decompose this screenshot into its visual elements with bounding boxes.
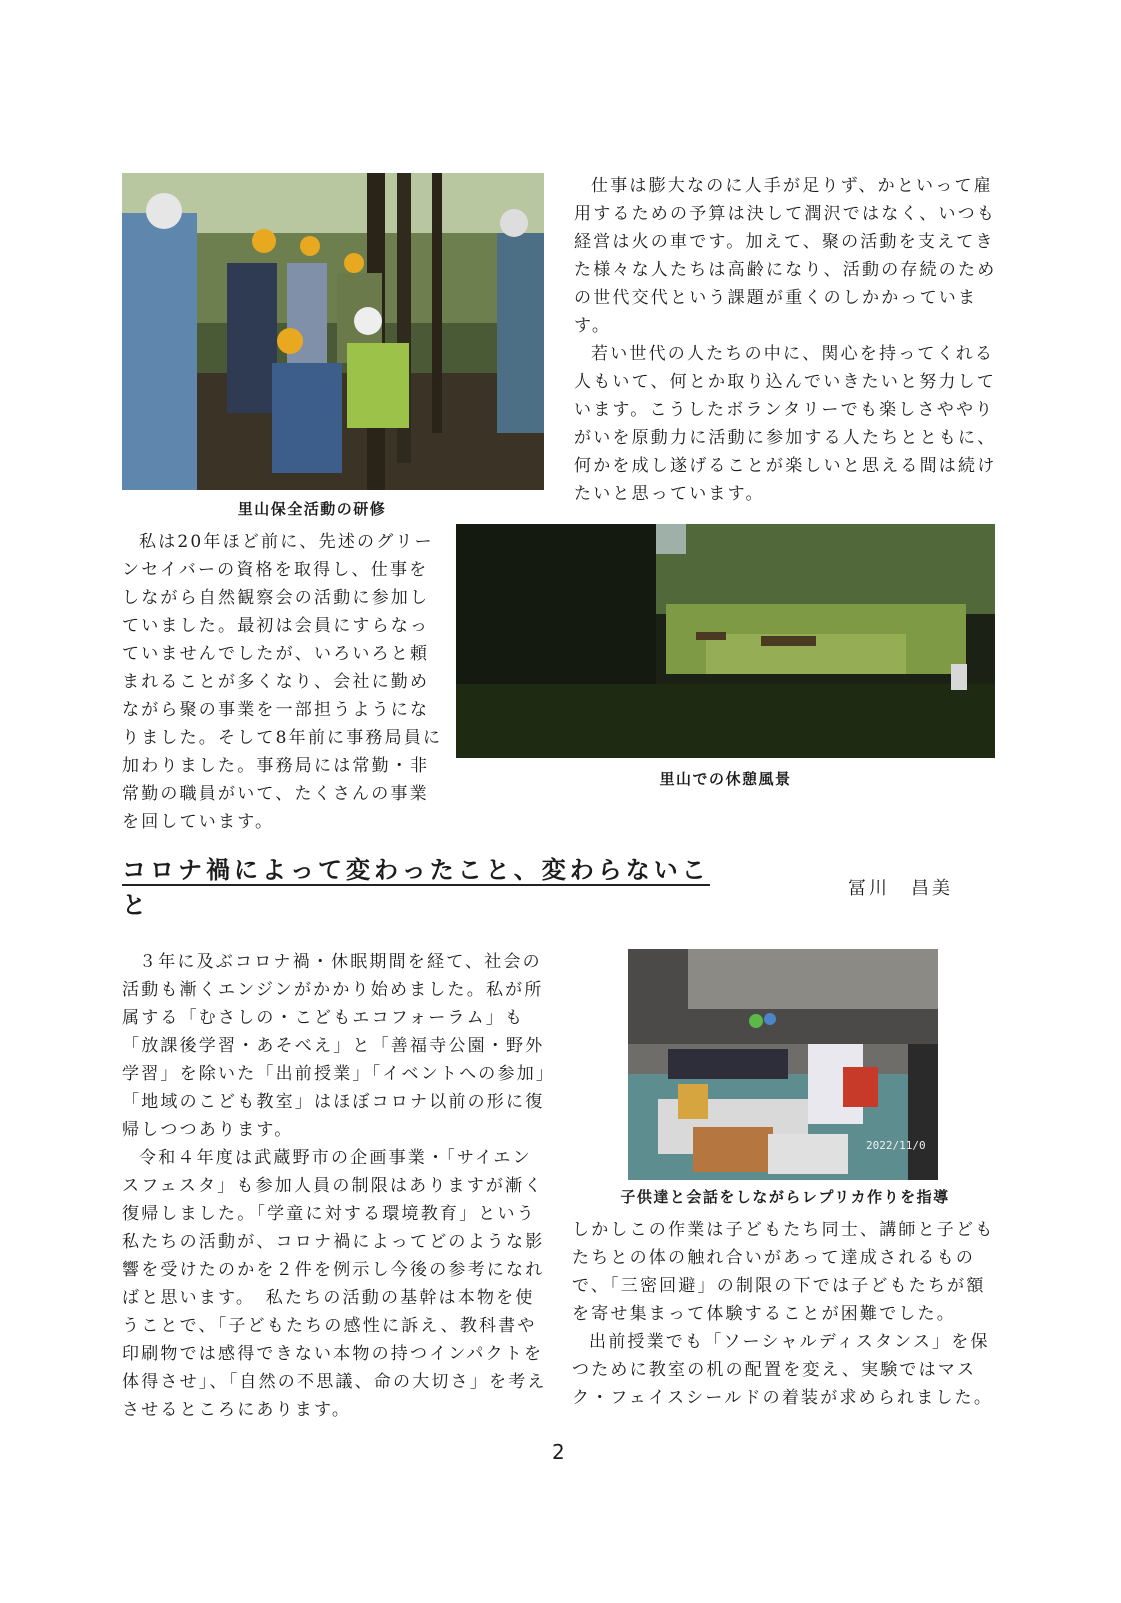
paragraph: 若い世代の人たちの中に、関心を持ってくれる人もいて、何とか取り込んでいきたいと努力しています。こうしたボランタリーでも楽しさややりがいを原動力に活動に参加する人たちとともに、何かを成し遂げることが楽しいと思える間は続けたいと思っています。 <box>574 344 997 504</box>
paragraph: しかしこの作業は子どもたち同士、講師と子どもたちとの体の触れ合いがあって達成されるもので、「三密回避」の制限の下では子どもたちが額を寄せ集まって体験することが困難でした。 <box>572 1220 995 1324</box>
section-title: コロナ禍によって変わったこと、変わらないこと <box>122 856 710 919</box>
paragraph: 出前授業でも「ソーシャルディスタンス」を保つために教室の机の配置を変え、実験ではマスク・フェイスシールドの着装が求められました。 <box>572 1332 994 1408</box>
bottom-left-text <box>122 948 550 1424</box>
top-right-text <box>574 172 1002 508</box>
photo-caption: 子供達と会話をしながらレプリカ作りを指導 <box>620 1188 950 1206</box>
paragraph: ３年に及ぶコロナ禍・休眠期間を経て、社会の活動も漸くエンジンがかかり始めました。私が所属する「むさしの・こどもエコフォーラム」も「放課後学習・あそべえ」と「善福寺公園・野外学習」を除いた「出前授業」「イベントへの参加」「地域のこども教室」はほぼコロナ以前の形に復帰しつつあります。 <box>122 952 547 1140</box>
photo-satoyama-training <box>122 173 544 490</box>
section-title-rule <box>122 884 710 886</box>
author-name: 冨川 昌美 <box>848 878 953 899</box>
photo-satoyama-rest <box>456 524 995 758</box>
paragraph: 仕事は膨大なのに人手が足りず、かといって雇用するための予算は決して潤沢ではなく、いつも経営は火の車です。加えて、聚の活動を支えてきた様々な人たちは高齢になり、活動の存続のための世代交代という課題が重くのしかかっています。 <box>574 176 997 336</box>
bottom-right-text <box>572 1216 1002 1412</box>
paragraph: 令和４年度は武蔵野市の企画事業・「サイエンスフェスタ」も参加人員の制限はありますが漸く復帰しました。「学童に対する環境教育」という私たちの活動が、コロナ禍によってどのような影響を受けたのかを２件を例示し今後の参考になればと思います。 私たちの活動の基幹は本物を使うことで、「子どもたちの感性に訴え、教科書や印刷物では感得できない本物の持つインパクトを体得させ」、「自然の不思議、命の大切さ」を考えさせるところにあります。 <box>122 1148 547 1420</box>
paragraph: 私は20年ほど前に、先述のグリーンセイバーの資格を取得し、仕事をしながら自然観察会の活動に参加していました。最初は会員にすらなっていませんでしたが、いろいろと頼まれることが多くなり、会社に勤めながら聚の事業を一部担うようになりました。そして8年前に事務局員に加わりました。事務局には常勤・非常勤の職員がいて、たくさんの事業を回しています。 <box>122 532 443 832</box>
photo-date-stamp: 2022/11/0 <box>866 1139 926 1152</box>
page-number: 2 <box>552 1440 565 1464</box>
photo-caption: 里山での休憩風景 <box>659 770 792 788</box>
photo-caption: 里山保全活動の研修 <box>237 500 387 518</box>
photo-replica-workshop <box>628 949 938 1180</box>
left-mid-text <box>122 528 446 836</box>
